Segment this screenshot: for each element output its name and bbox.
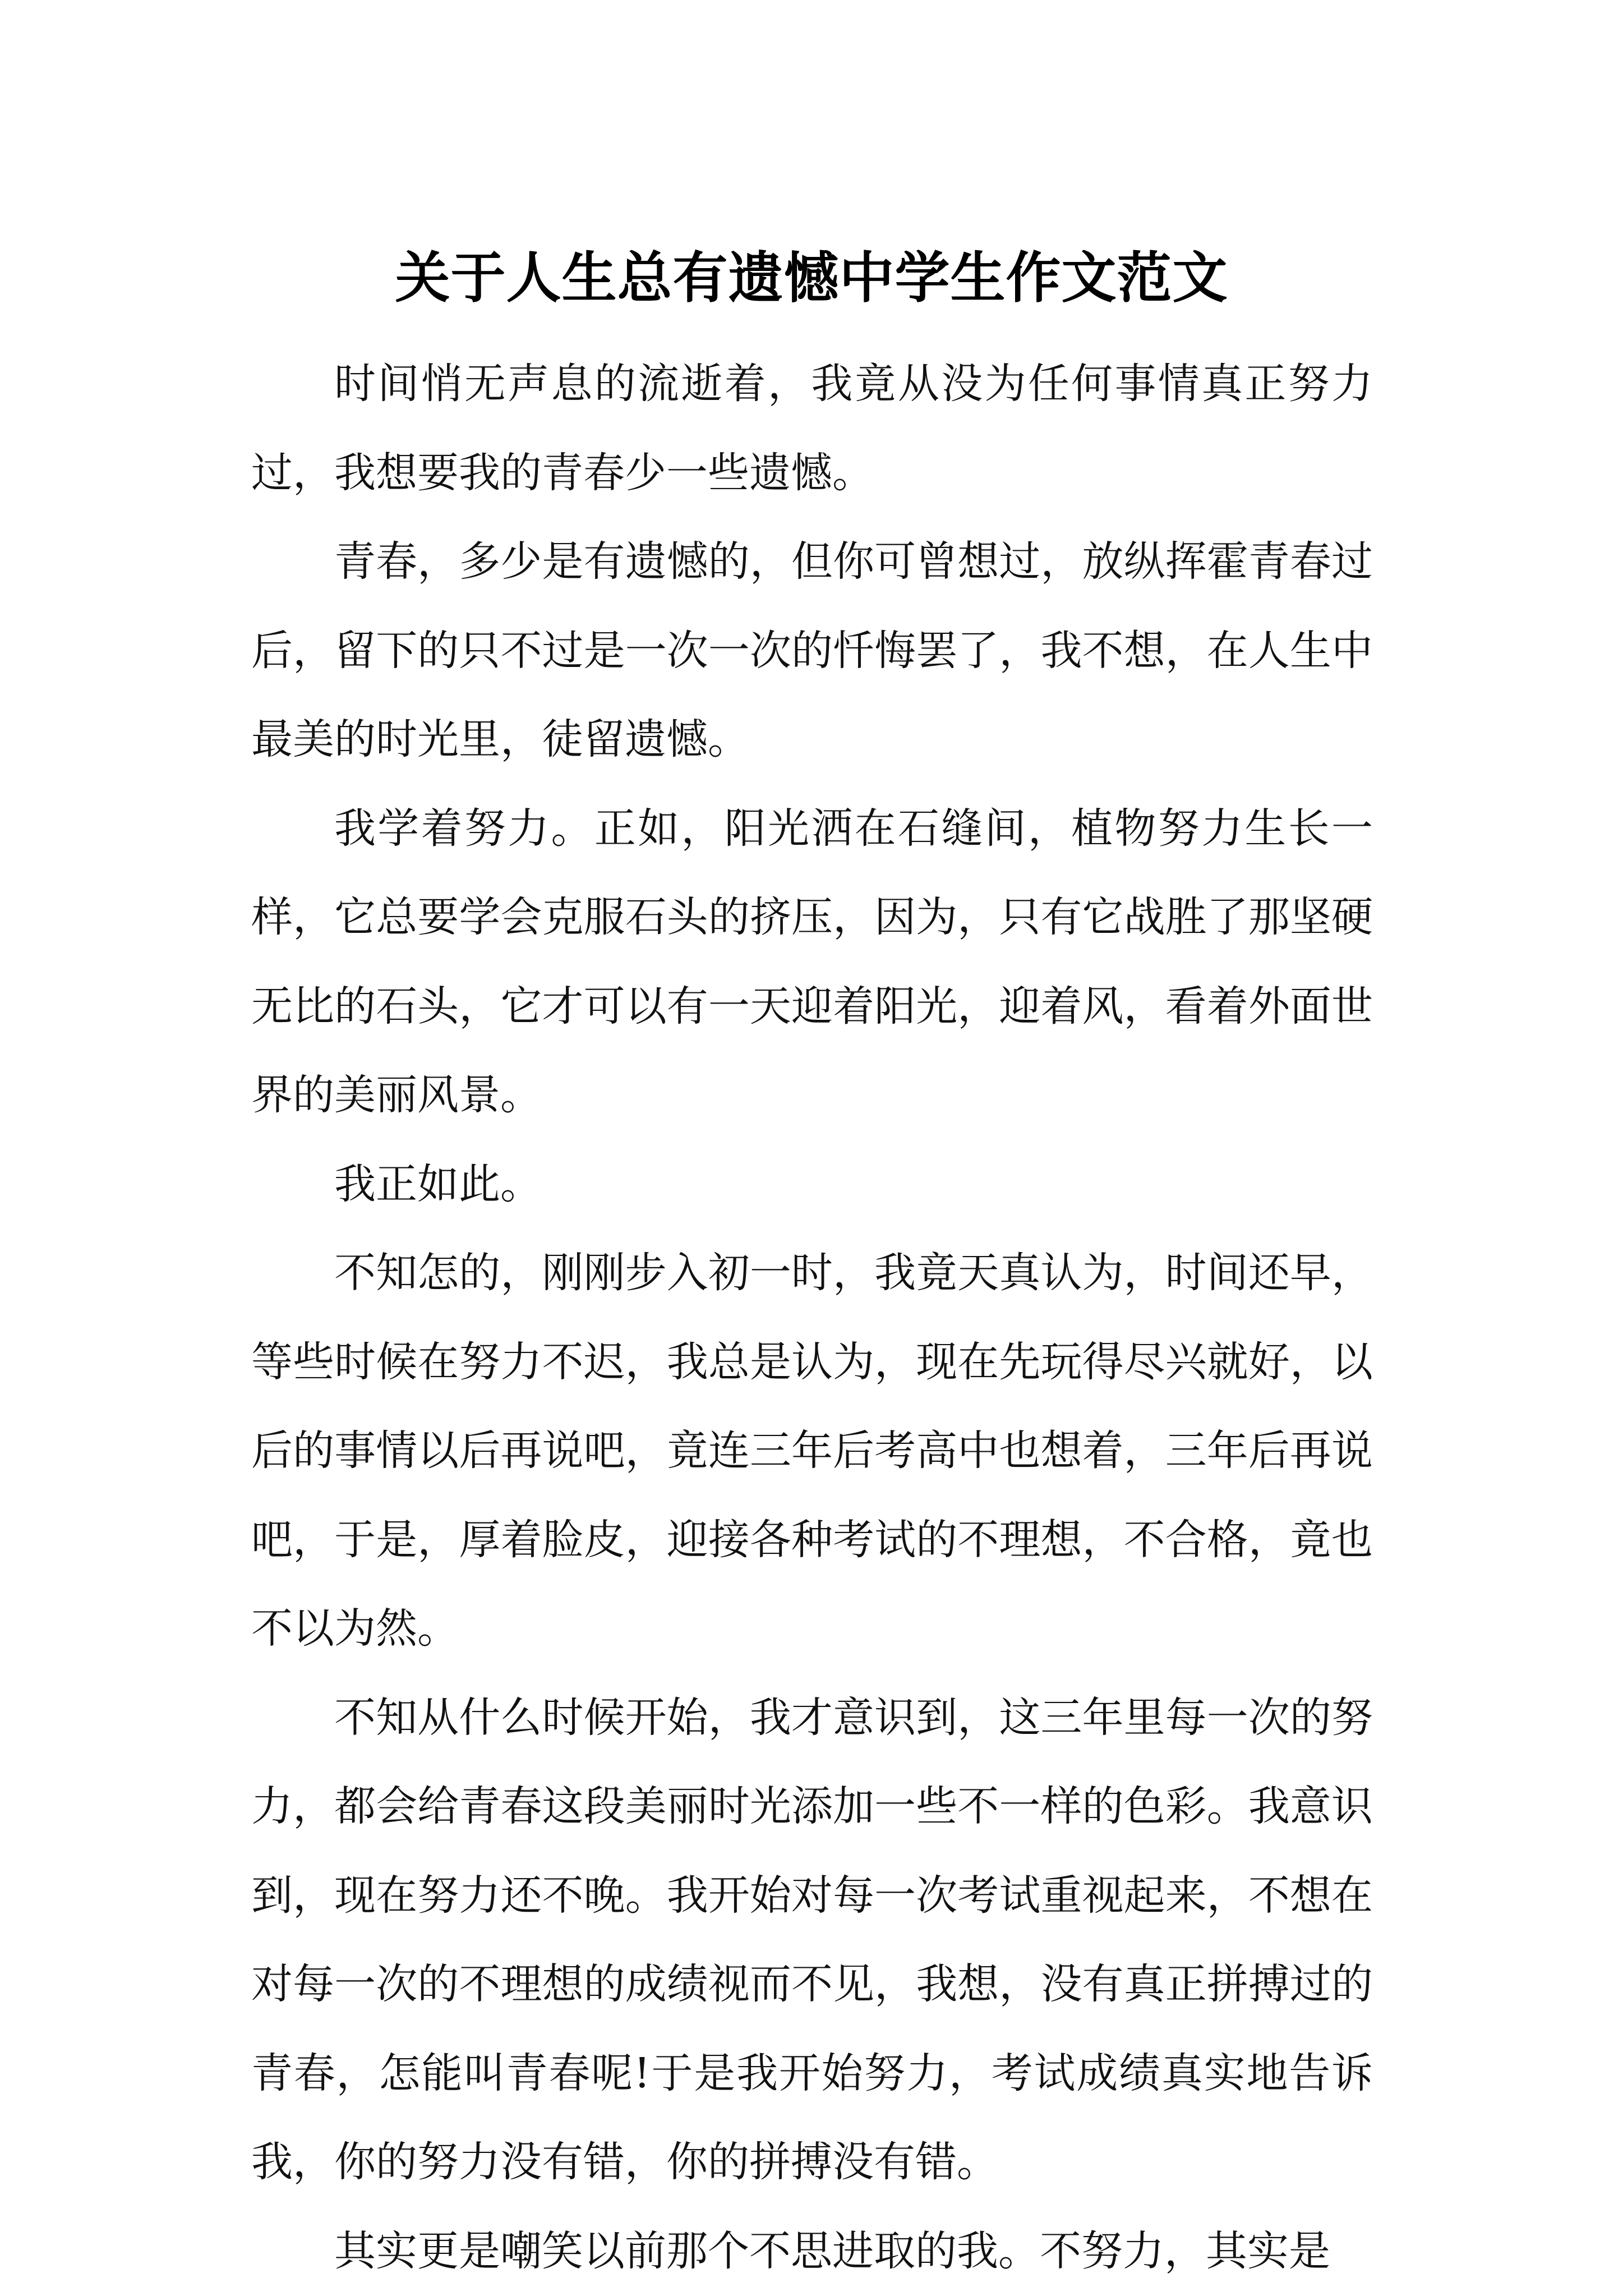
document-body bbox=[251, 339, 1373, 2295]
paragraph: 不知从什么时候开始，我才意识到，这三年里每一次的努力，都会给青春这段美丽时光添加一些不一样的色彩。我意识到，现在努力还不晚。我开始对每一次考试重视起来，不想在对每一次的不理想的成绩视而不见，我想，没有真正拼搏过的青春，怎能叫青春呢!于是我开始努力，考试成绩真实地告诉我，你的努力没有错，你的拼搏没有错。 bbox=[251, 1693, 1373, 2186]
paragraph: 青春，多少是有遗憾的，但你可曾想过，放纵挥霍青春过后，留下的只不过是一次一次的忏悔罢了，我不想，在人生中最美的时光里，徒留遗憾。 bbox=[251, 537, 1373, 763]
paragraph: 时间悄无声息的流逝着，我竟从没为任何事情真正努力过，我想要我的青春少一些遗憾。 bbox=[251, 360, 1373, 497]
paragraph: 其实更是嘲笑以前那个不思进取的我。不努力，其实是 bbox=[334, 2226, 1330, 2275]
paragraph: 我正如此。 bbox=[334, 1159, 542, 1208]
document-title: 关于人生总有遗憾中学生作文范文 bbox=[395, 246, 1228, 310]
paragraph: 不知怎的，刚刚步入初一时，我竟天真认为，时间还早，等些时候在努力不迟，我总是认为，现在先玩得尽兴就好，以后的事情以后再说吧，竟连三年后考高中也想着，三年后再说吧，于是，厚着脸皮，迎接各种考试的不理想，不合格，竟也不以为然。 bbox=[251, 1249, 1373, 1653]
paragraph: 我学着努力。正如，阳光洒在石缝间，植物努力生长一样，它总要学会克服石头的挤压，因为，只有它战胜了那坚硬无比的石头，它才可以有一天迎着阳光，迎着风，看着外面世界的美丽风景。 bbox=[251, 804, 1373, 1119]
